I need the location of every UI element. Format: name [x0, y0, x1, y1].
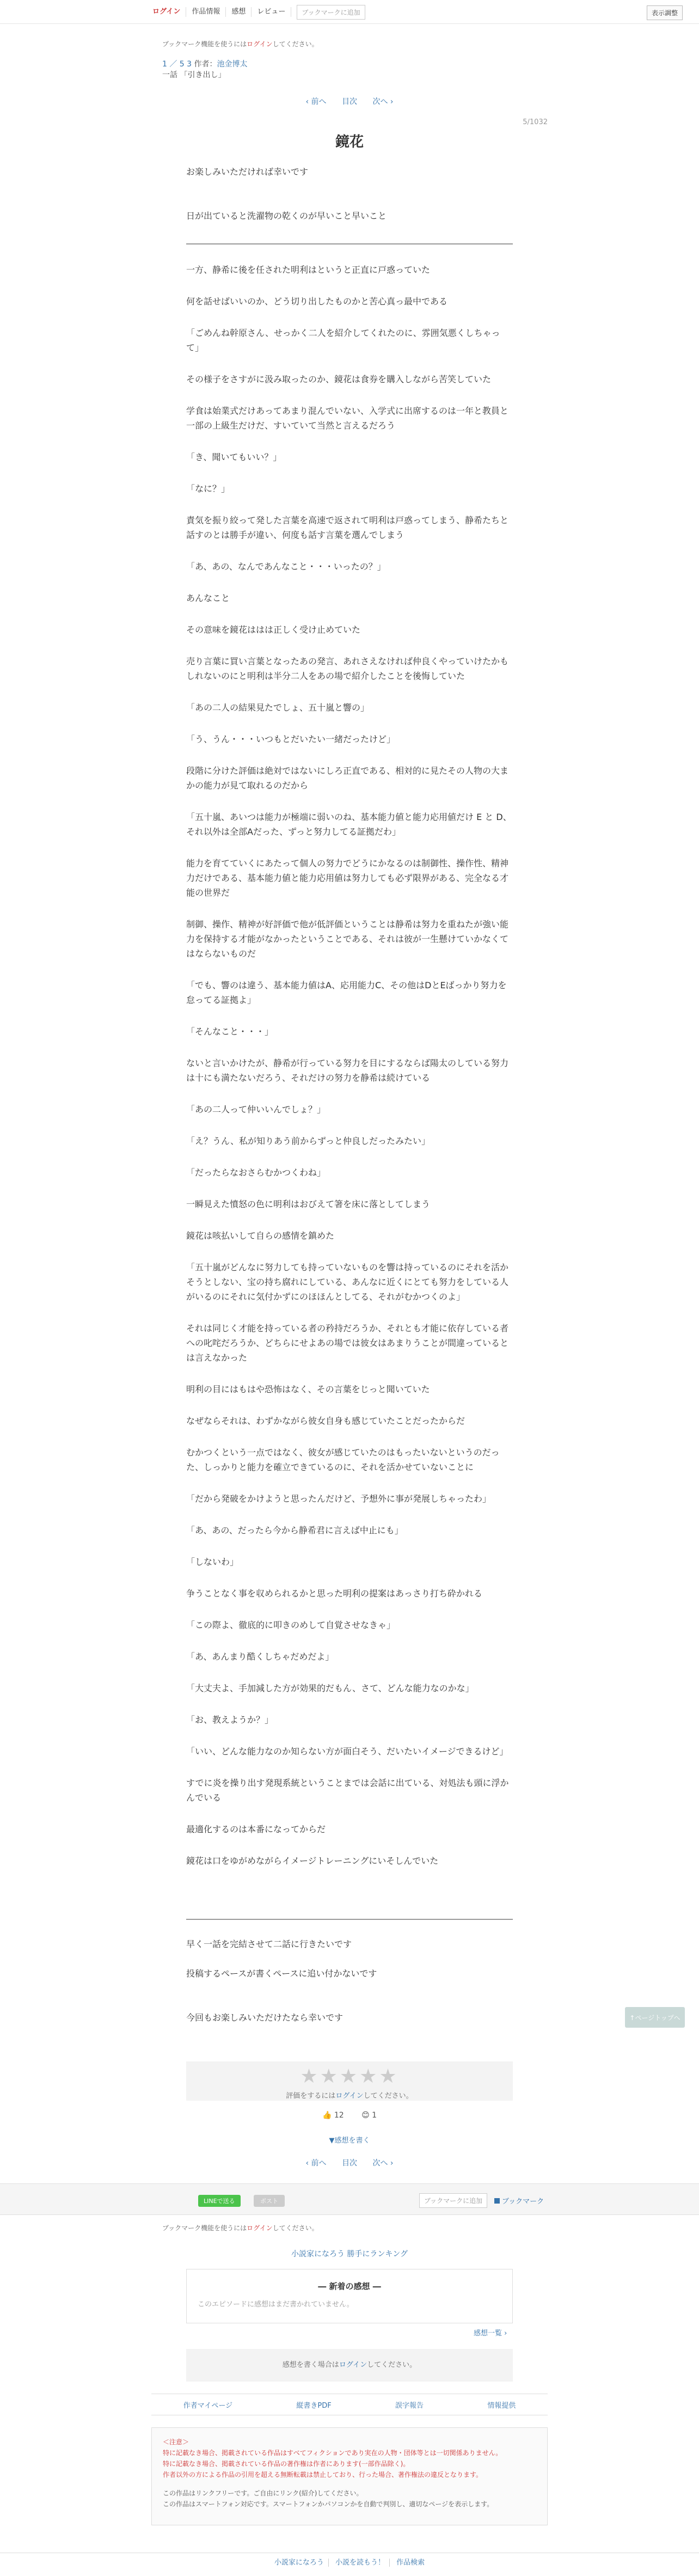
display-settings-button[interactable]: 表示調整 — [647, 5, 683, 20]
preface-line: お楽しみいただければ幸いです — [186, 167, 309, 177]
author-link[interactable]: 池金博太 — [217, 60, 248, 69]
body-paragraph: 「お、教えようか？」 — [186, 1715, 274, 1725]
afterword — [186, 1937, 513, 2025]
body-paragraph: 制御、操作、精神が好評価で他が低評価ということは静希は努力を重ねたが強い能力を保持する才能がなかったということである、それは彼が一生懸けていかなくてはならないものだ — [186, 919, 509, 959]
body-paragraph: 「この際よ、徹底的に叩きのめして自覚させなきゃ」 — [186, 1620, 396, 1630]
rating-box — [186, 2061, 513, 2101]
body-paragraph: 「だったらなおさらむかつくわね」 — [186, 1167, 326, 1178]
thumbs-up-reaction[interactable]: 👍 12 — [322, 2111, 344, 2120]
ranking-link[interactable]: 小説家になろう 勝手にランキング — [291, 2250, 408, 2259]
notice-box — [151, 2427, 548, 2525]
top-bar — [0, 0, 699, 24]
rating-login-link[interactable]: ログイン — [335, 2092, 364, 2100]
body-paragraph: 争うことなく事を収められるかと思った明利の提案はあっさり打ち砕かれる — [186, 1588, 482, 1599]
page-top-button[interactable]: ↑ページトップへ — [625, 2007, 685, 2028]
body-paragraph: 「あの二人の結果見たでしょ、五十嵐と響の」 — [186, 702, 370, 713]
chapter-number: 1 ／ 5 3 — [162, 60, 192, 69]
notice-line: この作品はスマートフォン対応です。スマートフォンかパソコンかを自動で判別し、適切なページを表示します。 — [163, 2500, 494, 2508]
body-paragraph: 「大丈夫よ、手加減した方が効果的だもん、さて、どんな能力なのかな」 — [186, 1683, 474, 1693]
typo-report-link[interactable]: 誤字報告 — [395, 2401, 424, 2410]
body-paragraph: 「いい、どんな能力なのか知らない方が面白そう、だいたいイメージできるけど」 — [186, 1746, 508, 1757]
bookmark-login-link[interactable]: ログイン — [247, 2224, 273, 2232]
top-nav — [147, 4, 365, 20]
new-reviews-heading: ― 新着の感想 ― — [318, 2281, 381, 2291]
review-login-box: 感想を書く場合はログインしてください。 — [186, 2349, 513, 2382]
body-paragraph: むかつくという一点ではなく、彼女が感じていたのはもったいないというのだった、しっかりと能力を確立できているのに、それを活かせていないことに — [186, 1447, 500, 1472]
info-provide-link[interactable]: 情報提供 — [487, 2401, 516, 2410]
notice-line: 作者以外の方による作品の引用を超える無断転載は禁止しており、行った場合、著作権法の違反となります。 — [163, 2471, 483, 2479]
review-list-link[interactable]: 感想一覧 › — [474, 2329, 507, 2338]
bottom-nav — [0, 2553, 699, 2576]
bottom-nav-link[interactable]: 作品検索 — [396, 2559, 425, 2567]
body-paragraph: 「しないわ」 — [186, 1557, 239, 1567]
login-link[interactable]: ログイン — [147, 7, 186, 17]
body-paragraph: すでに炎を操り出す発現系統ということまでは会話に出ている、対処法も頭に浮かんでいる — [186, 1778, 509, 1803]
body-paragraph: 「そんなこと・・・」 — [186, 1026, 274, 1037]
body-paragraph: 何を話せばいいのか、どう切り出したものかと苦心真っ最中である — [186, 296, 448, 307]
body-paragraph: その意味を鏡花ははは正しく受け止めていた — [186, 625, 361, 635]
write-review-link[interactable]: ▼感想を書く — [329, 2137, 370, 2145]
body-paragraph: 「五十嵐がどんなに努力しても持っていないものを響は持っているのにそれを活かそうとしない、宝の持ち腐れにしている、あんなに近くにとても努力をしている人がいるのにそれに気付かずにのほほんとしてる、それがむかつくのよ」 — [186, 1262, 509, 1302]
body-paragraph: 一瞬見えた憤怒の色に明利はおびえて箸を床に落としてしまう — [186, 1199, 431, 1209]
body-paragraph: 「う、うん・・・いつもとだいたい一緒だったけど」 — [186, 734, 396, 744]
vertical-pdf-link[interactable]: 縦書きPDF — [296, 2401, 332, 2410]
notice-line: この作品はリンクフリーです。ご自由にリンク(紹介)してください。 — [163, 2489, 363, 2497]
prev-link[interactable]: ‹ 前へ — [305, 97, 327, 106]
main-text — [186, 262, 513, 1885]
body-paragraph: 段階に分けた評価は絶対ではないにしろ正直である、相対的に見たその人物の大まかの能力が見て取れるのだから — [186, 766, 509, 791]
body-paragraph: 「え？うん、私が知りあう前からずっと仲良しだったみたい」 — [186, 1136, 431, 1146]
body-paragraph: 「あ、あんまり酷くしちゃだめだよ」 — [186, 1651, 334, 1662]
preface-line: 日が出ていると洗濯物の乾くのが早いこと早いこと — [186, 211, 387, 221]
body-paragraph: 責気を振り絞って発した言葉を高速で返されて明利は戸惑ってしまう、静希たちと話すのとは勝手が違い、何度も話す言葉を選んでしまう — [186, 515, 509, 540]
body-paragraph: その様子をさすがに汲み取ったのか、鏡花は食券を購入しながら苦笑していた — [186, 374, 492, 384]
body-paragraph: 「あ、あの、だったら今から静希君に言えば中止にも」 — [186, 1525, 403, 1535]
review-link[interactable]: レビュー — [252, 7, 291, 17]
body-paragraph: あんなこと — [186, 593, 230, 603]
review-login-link[interactable]: ログイン — [339, 2361, 367, 2369]
body-paragraph: 最適化するのは本番になってからだ — [186, 1824, 326, 1834]
afterword-line: 投稿するペースが書くペースに追い付かないです — [186, 1968, 377, 1979]
body-paragraph: 「あ、あの、なんであんなこと・・・いったの？」 — [186, 561, 386, 572]
body-paragraph: 「なに？」 — [186, 484, 230, 494]
body-paragraph: 売り言葉に買い言葉となったあの発言、あれさえなければ仲良くやっていけたかもしれないのにと明利は半分二人をあの場で紹介したことを後悔していた — [186, 656, 509, 681]
body-paragraph: 「でも、響のは違う、基本能力値はA、応用能力C、その他はDとEばっかり努力を怠ってる証拠よ」 — [186, 980, 507, 1005]
divider — [186, 1919, 513, 1920]
bookmark-login-link[interactable]: ログイン — [247, 40, 273, 48]
bookmark-link[interactable]: ブックマーク — [494, 2195, 544, 2206]
body-paragraph: 学食は始業式だけあってあまり混んでいない、入学式に出席するのは一年と教員と一部の上級生だけだ、すいていて当然と言えるだろう — [186, 406, 508, 431]
work-info-link[interactable]: 作品情報 — [186, 7, 226, 17]
body-paragraph: 「だから発破をかけようと思ったんだけど、予想外に事が発展しちゃったわ」 — [186, 1494, 492, 1504]
body-paragraph: 「あの二人って仲いいんでしょ？」 — [186, 1104, 326, 1115]
reactions — [0, 2111, 699, 2120]
rating-stars[interactable]: ★★★★★ — [300, 2065, 399, 2088]
body-paragraph: 「き、聞いてもいい？」 — [186, 452, 282, 462]
smile-reaction[interactable]: 😊 1 — [361, 2111, 377, 2120]
bookmark-add-button[interactable]: ブックマークに追加 — [419, 2193, 487, 2208]
bottom-nav-link[interactable]: 小説家になろう — [270, 2559, 329, 2567]
impressions-link[interactable]: 感想 — [226, 7, 252, 17]
toc-link[interactable]: 目次 — [342, 97, 357, 106]
body-paragraph: 鏡花は咳払いして自らの感情を鎮めた — [186, 1231, 335, 1241]
bookmark-icon — [494, 2198, 500, 2204]
pager-bottom — [0, 2157, 699, 2168]
section-title: 一話 「引き出し」 — [162, 71, 226, 79]
body-paragraph: 明利の目にはもはや恐怖はなく、その言葉をじっと聞いていた — [186, 1384, 430, 1394]
bottom-nav-link[interactable]: 小説を読もう！ — [331, 2559, 390, 2567]
author-mypage-link[interactable]: 作者マイページ — [183, 2401, 233, 2410]
body-paragraph: それは同じく才能を持っている者の矜持だろうか、それとも才能に依存している者への叱咤だろうか、どちらにせよあの場では彼女はあまりうことが間違っているとは言えなかった — [186, 1323, 509, 1363]
episode-title: 鏡花 — [335, 134, 364, 150]
prev-link[interactable]: ‹ 前へ — [305, 2159, 327, 2168]
author-label: 作者： — [194, 60, 217, 69]
body-paragraph: 「ごめんね幹原さん、せっかく二人を紹介してくれたのに、雰囲気悪くしちゃって」 — [186, 328, 500, 353]
body-paragraph: ないと言いかけたが、静希が行っている努力を目にするならば陽太のしている努力は十にも満たないだろう、それだけの努力を静希は続けている — [186, 1058, 509, 1083]
tools-bar — [151, 2394, 548, 2415]
afterword-line: 早く一話を完結させて二話に行きたいです — [186, 1939, 352, 1949]
new-reviews-box — [186, 2269, 513, 2323]
bookmark-add-button[interactable]: ブックマークに追加 — [297, 5, 365, 20]
pager-top — [0, 96, 699, 107]
divider — [186, 243, 513, 244]
body-paragraph: 鏡花は口をゆがめながらイメージトレーニングにいそしんでいた — [186, 1856, 439, 1866]
rating-note: 評価をするにはログインしてください。 — [286, 2092, 413, 2100]
afterword-line: 今回もお楽しみいただけたなら幸いです — [186, 2012, 344, 2023]
share-bar — [0, 2183, 699, 2215]
body-paragraph: なぜならそれは、わずかながら彼女自身も感じていたことだったからだ — [186, 1416, 465, 1426]
body-paragraph: 「五十嵐、あいつは能力が極端に弱いのね、基本能力値と能力応用値だけ E と D、それ以外は全部Aだった、ずっと努力してる証拠だわ」 — [186, 812, 512, 837]
bookmark-login-note: ブックマーク機能を使うにはログインしてください。 — [162, 40, 318, 48]
preface — [186, 164, 513, 223]
episode-count: 5/1032 — [523, 118, 548, 126]
next-link[interactable]: 次へ › — [372, 2159, 394, 2168]
body-paragraph: 能力を育てていくにあたって個人の努力でどうにかなるのは制御性、操作性、精神力だけである、基本能力値と能力応用値は努力しても必ず限界がある、完全なる才能の世界だ — [186, 858, 509, 898]
bookmark-login-note: ブックマーク機能を使うにはログインしてください。 — [162, 2224, 318, 2232]
notice-line: 特に記載なき場合、掲載されている作品の著作権は作者にあります(一部作品除く)。 — [163, 2460, 410, 2468]
next-link[interactable]: 次へ › — [372, 97, 394, 106]
line-share-button[interactable]: LINEで送る — [198, 2195, 241, 2207]
x-share-button[interactable]: ポスト — [254, 2195, 285, 2207]
body-paragraph: 一方、静希に後を任された明利はというと正直に戸惑っていた — [186, 265, 431, 275]
notice-line: 特に記載なき場合、掲載されている作品はすべてフィクションであり実在の人物・団体等とは一切関係ありません。 — [163, 2449, 502, 2457]
notice-heading: ＜注意＞ — [163, 2438, 189, 2446]
new-reviews-empty: このエピソードに感想はまだ書かれていません。 — [198, 2300, 354, 2309]
toc-link[interactable]: 目次 — [342, 2159, 357, 2168]
chapter-info — [162, 59, 248, 81]
